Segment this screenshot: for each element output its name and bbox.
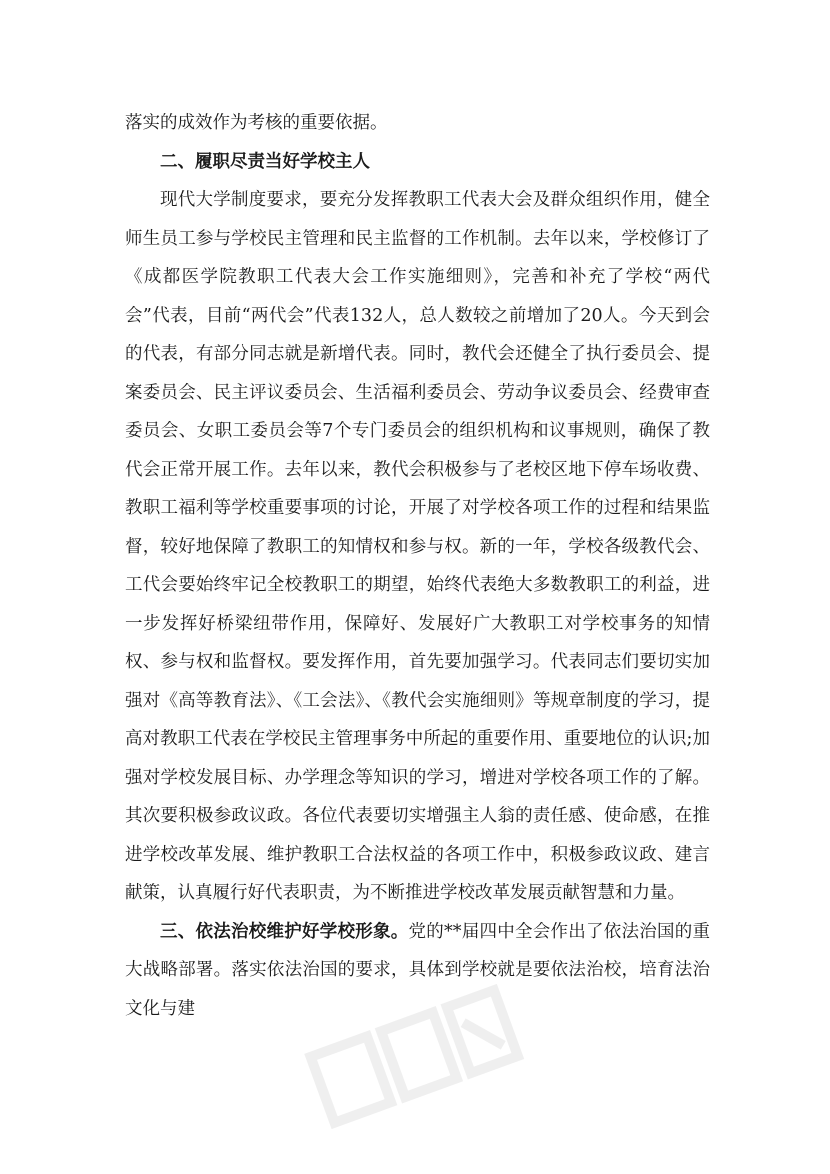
continuation-paragraph: 落实的成效作为考核的重要依据。: [125, 113, 388, 133]
document-body: [125, 104, 710, 1028]
section-heading-3: 三、依法治校维护好学校形象。: [160, 921, 409, 942]
section-heading-2: 二、履职尽责当好学校主人: [160, 151, 370, 172]
section-3-text: 党的**届四中全会作出了依法治国的重大战略部署。落实依法治国的要求，具体到学校就是要依法治校，培育法治文化与建: [125, 921, 710, 1019]
body-paragraph: 现代大学制度要求，要充分发挥教职工代表大会及群众组织作用，健全师生员工参与学校民主管理和民主监督的工作机制。去年以来，学校修订了《成都医学院教职工代表大会工作实施细则》，完善和补充了学校“两代会”代表，目前“两代会”代表132人，总人数较之前增加了20人。今天到会的代表，有部分同志就是新增代表。同时，教代会还健全了执行委员会、提案委员会、民主评议委员会、生活福利委员会、劳动争议委员会、经费审查委员会、女职工委员会等7个专门委员会的组织机构和议事规则，确保了教代会正常开展工作。去年以来，教代会积极参与了老校区地下停车场收费、教职工福利等学校重要事项的讨论，开展了对学校各项工作的过程和结果监督，较好地保障了教职工的知情权和参与权。新的一年，学校各级教代会、工代会要始终牢记全校教职工的期望，始终代表绝大多数教职工的利益，进一步发挥好桥梁纽带作用，保障好、发展好广大教职工对学校事务的知情权、参与权和监督权。要发挥作用，首先要加强学习。代表同志们要切实加强对《高等教育法》、《工会法》、《教代会实施细则》等规章制度的学习，提高对教职工代表在学校民主管理事务中所起的重要作用、重要地位的认识;加强对学校发展目标、办学理念等知识的学习，增进对学校各项工作的了解。其次要积极参政议政。各位代表要切实增强主人翁的责任感、使命感，在推进学校改革发展、维护教职工合法权益的各项工作中，积极参政议政、建言献策，认真履行好代表职责，为不断推进学校改革发展贡献智慧和力量。: [125, 190, 710, 903]
section-paragraph-3: [125, 913, 710, 1029]
